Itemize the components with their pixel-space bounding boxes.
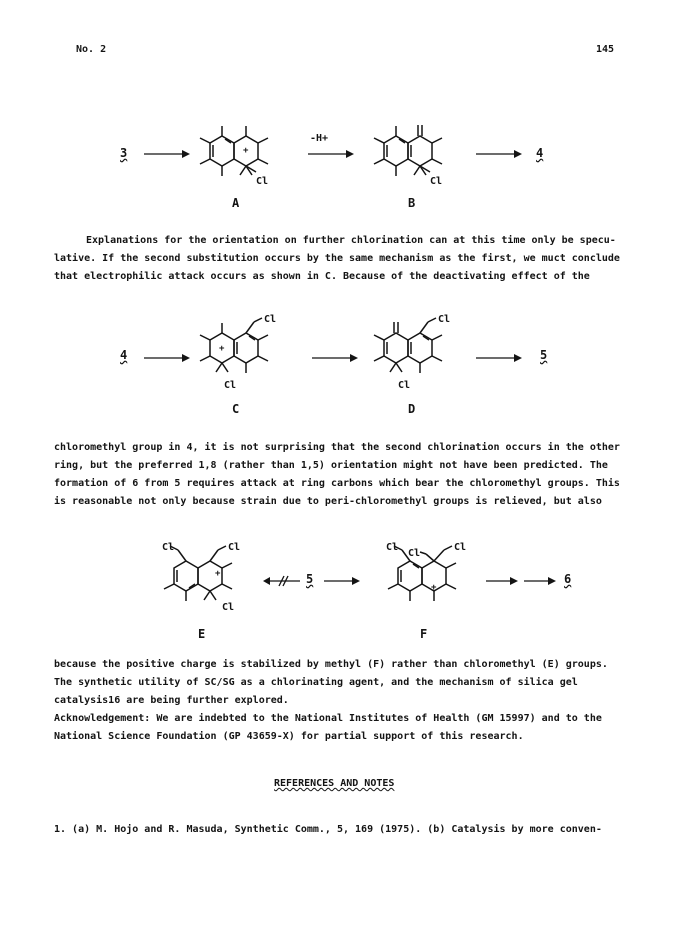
text-line: ring, but the preferred 1,8 (rather than 1,5) orientation might not have been predicted. The bbox=[54, 460, 608, 471]
structure-E-cation bbox=[160, 538, 260, 620]
reaction-arrow bbox=[474, 148, 524, 160]
structure-F-cation bbox=[384, 538, 484, 620]
text-line: The synthetic utility of SC/SG as a chlorinating agent, and the mechanism of silica gel bbox=[54, 677, 578, 688]
svg-text:Cl: Cl bbox=[408, 548, 421, 559]
text-line: formation of 6 from 5 requires attack at ring carbons which bear the chloromethyl groups. This bbox=[54, 478, 620, 489]
svg-text:Cl: Cl bbox=[438, 314, 451, 325]
compound-number-4: 4 bbox=[120, 348, 128, 362]
paragraph-3 bbox=[54, 656, 626, 746]
compound-number-5: 5 bbox=[306, 572, 314, 586]
structure-label-F: F bbox=[420, 627, 428, 641]
text-line: chloromethyl group in 4, it is not surprising that the second chlorination occurs in the other bbox=[54, 442, 620, 453]
acknowledgement-line: Acknowledgement: We are indebted to the National Institutes of Health (GM 15997) and to the bbox=[54, 713, 602, 724]
reaction-arrow bbox=[142, 148, 192, 160]
svg-text:Cl: Cl bbox=[228, 542, 241, 553]
structure-label-C: C bbox=[232, 402, 240, 416]
svg-text:+: + bbox=[243, 146, 249, 156]
running-head-issue: No. 2 bbox=[76, 44, 107, 55]
paragraph-1 bbox=[54, 232, 626, 286]
reaction-arrow bbox=[142, 352, 192, 364]
text-line: Explanations for the orientation on further chlorination can at this time only be specu- bbox=[86, 235, 616, 246]
compound-number-6: 6 bbox=[564, 572, 572, 586]
structure-label-E: E bbox=[198, 627, 206, 641]
svg-text:Cl: Cl bbox=[224, 380, 237, 391]
svg-text:+: + bbox=[431, 583, 437, 593]
blocked-reverse-arrow bbox=[262, 574, 302, 588]
reaction-arrow bbox=[322, 575, 362, 587]
svg-text:Cl: Cl bbox=[398, 380, 411, 391]
references-heading: REFERENCES AND NOTES bbox=[274, 778, 395, 789]
structure-C-cation bbox=[196, 310, 296, 392]
text-line: because the positive charge is stabilized by methyl (F) rather than chloromethyl (E) groups. bbox=[54, 659, 608, 670]
text-line: National Science Foundation (GP 43659-X) for partial support of this research. bbox=[54, 731, 524, 742]
paragraph-2 bbox=[54, 439, 626, 511]
structure-label-A: A bbox=[232, 196, 240, 210]
reaction-arrow bbox=[306, 148, 356, 160]
compound-number-3: 3 bbox=[120, 146, 128, 160]
text-line: that electrophilic attack occurs as shown in C. Because of the deactivating effect of the bbox=[54, 271, 590, 282]
page-number: 145 bbox=[596, 44, 615, 55]
compound-number-4: 4 bbox=[536, 146, 544, 160]
structure-B bbox=[370, 122, 460, 192]
svg-text:Cl: Cl bbox=[222, 602, 235, 613]
svg-text:Cl: Cl bbox=[386, 542, 399, 553]
reaction-arrow bbox=[310, 352, 360, 364]
svg-text:Cl: Cl bbox=[162, 542, 175, 553]
structure-label-D: D bbox=[408, 402, 416, 416]
text-line: lative. If the second substitution occurs by the same mechanism as the first, we muct conclude bbox=[54, 253, 620, 264]
structure-D bbox=[370, 310, 470, 392]
reaction-arrow bbox=[474, 352, 524, 364]
svg-text:+: + bbox=[219, 344, 225, 354]
svg-text:+: + bbox=[215, 569, 221, 579]
compound-number-5: 5 bbox=[540, 348, 548, 362]
reaction-arrow bbox=[484, 575, 520, 587]
svg-text:Cl: Cl bbox=[454, 542, 467, 553]
svg-text:Cl: Cl bbox=[256, 176, 269, 187]
structure-label-B: B bbox=[408, 196, 416, 210]
text-line: is reasonable not only because strain due to peri-chloromethyl groups is relieved, but also bbox=[54, 496, 602, 507]
svg-text:Cl: Cl bbox=[264, 314, 277, 325]
reagent-label: -H+ bbox=[310, 133, 329, 144]
reference-1: 1. (a) M. Hojo and R. Masuda, Synthetic Comm., 5, 169 (1975). (b) Catalysis by more conven- bbox=[54, 824, 602, 835]
reaction-arrow bbox=[522, 575, 558, 587]
svg-text:Cl: Cl bbox=[430, 176, 443, 187]
structure-A-cation bbox=[196, 122, 286, 192]
text-line: catalysis16 are being further explored. bbox=[54, 695, 289, 706]
